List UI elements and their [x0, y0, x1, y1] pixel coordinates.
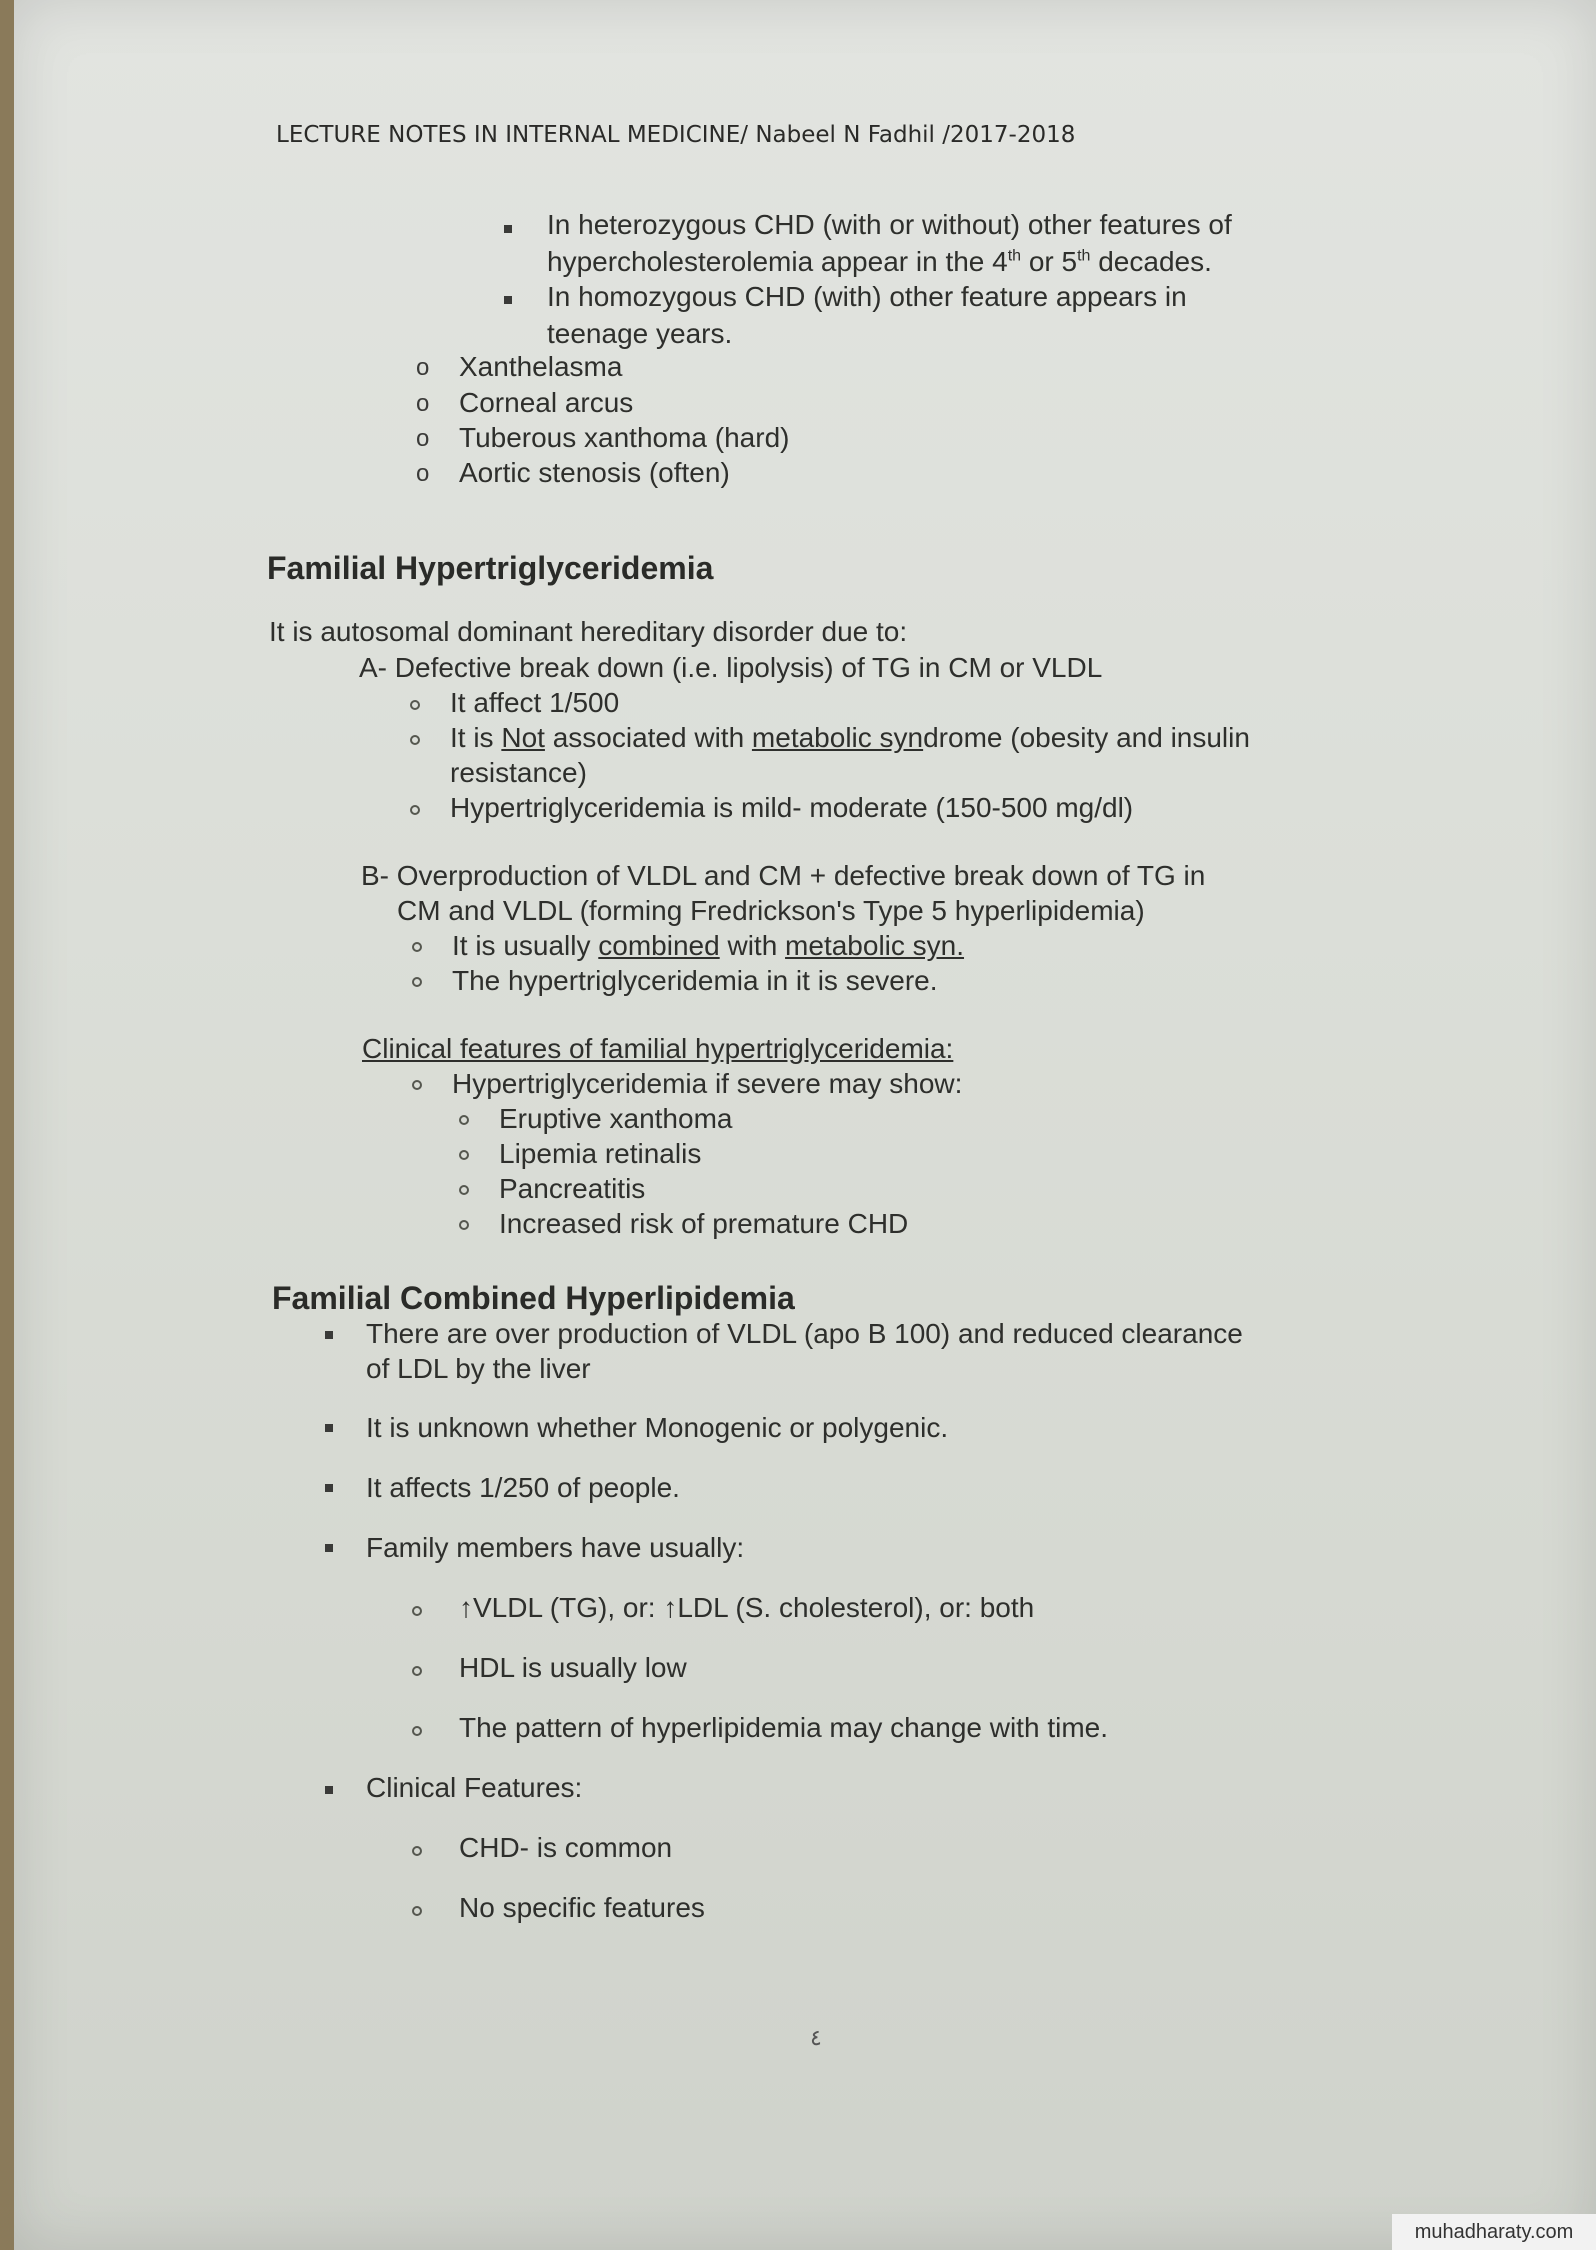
list-item: In heterozygous CHD (with or without) other features of [547, 209, 1232, 240]
square-bullet-icon [325, 1786, 333, 1794]
list-item: The pattern of hyperlipidemia may change with time. [459, 1712, 1108, 1743]
list-item: It is usually combined with metabolic syn. [452, 930, 965, 961]
dot-bullet-icon [459, 1220, 469, 1230]
list-item: Pancreatitis [499, 1173, 646, 1204]
list-item: The hypertriglyceridemia in it is severe. [452, 965, 938, 996]
list-item: HDL is usually low [459, 1652, 687, 1683]
dot-bullet-icon [410, 700, 420, 710]
dot-bullet-icon [412, 977, 422, 987]
dot-bullet-icon [412, 1906, 422, 1916]
paragraph: CM and VLDL (forming Fredrickson's Type 5 hyperlipidemia) [397, 895, 1145, 926]
dot-bullet-icon [412, 1846, 422, 1856]
list-item: Eruptive xanthoma [499, 1103, 733, 1134]
dot-bullet-icon [459, 1185, 469, 1195]
list-item: Aortic stenosis (often) [459, 457, 730, 488]
square-bullet-icon [325, 1484, 333, 1492]
square-bullet-icon [504, 225, 512, 233]
list-item: It is unknown whether Monogenic or polygenic. [366, 1412, 949, 1443]
square-bullet-icon [504, 296, 512, 304]
list-item: In homozygous CHD (with) other feature appears in [547, 281, 1187, 312]
circle-bullet-icon: o [416, 460, 430, 487]
paper-page [14, 0, 1596, 2250]
list-item: No specific features [459, 1892, 705, 1923]
list-item: hypercholesterolemia appear in the 4th or 5th decades. [547, 246, 1212, 277]
watermark-label: muhadharaty.com [1392, 2214, 1596, 2250]
list-item: It affect 1/500 [450, 687, 620, 718]
circle-bullet-icon: o [416, 390, 430, 417]
list-item: CHD- is common [459, 1832, 673, 1863]
page-number: ٤ [810, 2025, 822, 2050]
list-item: Hypertriglyceridemia is mild- moderate (150-500 mg/dl) [450, 792, 1134, 823]
circle-bullet-icon: o [416, 354, 430, 381]
list-item: resistance) [450, 757, 587, 788]
square-bullet-icon [325, 1331, 333, 1339]
list-item: teenage years. [547, 318, 733, 349]
list-item: Hypertriglyceridemia if severe may show: [452, 1068, 963, 1099]
list-item: It affects 1/250 of people. [366, 1472, 680, 1503]
list-item: Lipemia retinalis [499, 1138, 702, 1169]
dot-bullet-icon [410, 805, 420, 815]
dot-bullet-icon [412, 942, 422, 952]
list-item: ↑VLDL (TG), or: ↑LDL (S. cholesterol), or: both [459, 1592, 1035, 1623]
dot-bullet-icon [459, 1115, 469, 1125]
list-item: of LDL by the liver [366, 1353, 591, 1384]
subheading: Clinical features of familial hypertriglyceridemia: [362, 1033, 954, 1064]
paragraph: A- Defective break down (i.e. lipolysis) of TG in CM or VLDL [359, 652, 1103, 683]
list-item: Family members have usually: [366, 1532, 745, 1563]
circle-bullet-icon: o [416, 425, 430, 452]
square-bullet-icon [325, 1544, 333, 1552]
list-item: Xanthelasma [459, 351, 623, 382]
list-item: Clinical Features: [366, 1772, 583, 1803]
dot-bullet-icon [412, 1666, 422, 1676]
dot-bullet-icon [412, 1606, 422, 1616]
paragraph: It is autosomal dominant hereditary disorder due to: [269, 616, 908, 647]
list-item: Tuberous xanthoma (hard) [459, 422, 790, 453]
dot-bullet-icon [459, 1150, 469, 1160]
list-item: There are over production of VLDL (apo B 100) and reduced clearance [366, 1318, 1243, 1349]
square-bullet-icon [325, 1424, 333, 1432]
paragraph: B- Overproduction of VLDL and CM + defective break down of TG in [361, 860, 1206, 891]
dot-bullet-icon [410, 735, 420, 745]
list-item: Corneal arcus [459, 387, 634, 418]
dot-bullet-icon [412, 1726, 422, 1736]
dot-bullet-icon [412, 1080, 422, 1090]
list-item: Increased risk of premature CHD [499, 1208, 909, 1239]
list-item: It is Not associated with metabolic syndrome (obesity and insulin [450, 722, 1250, 753]
section-heading: Familial Combined Hyperlipidemia [272, 1280, 795, 1316]
section-heading: Familial Hypertriglyceridemia [267, 550, 714, 586]
page-header: LECTURE NOTES IN INTERNAL MEDICINE/ Nabeel N Fadhil /2017-2018 [276, 122, 1076, 148]
